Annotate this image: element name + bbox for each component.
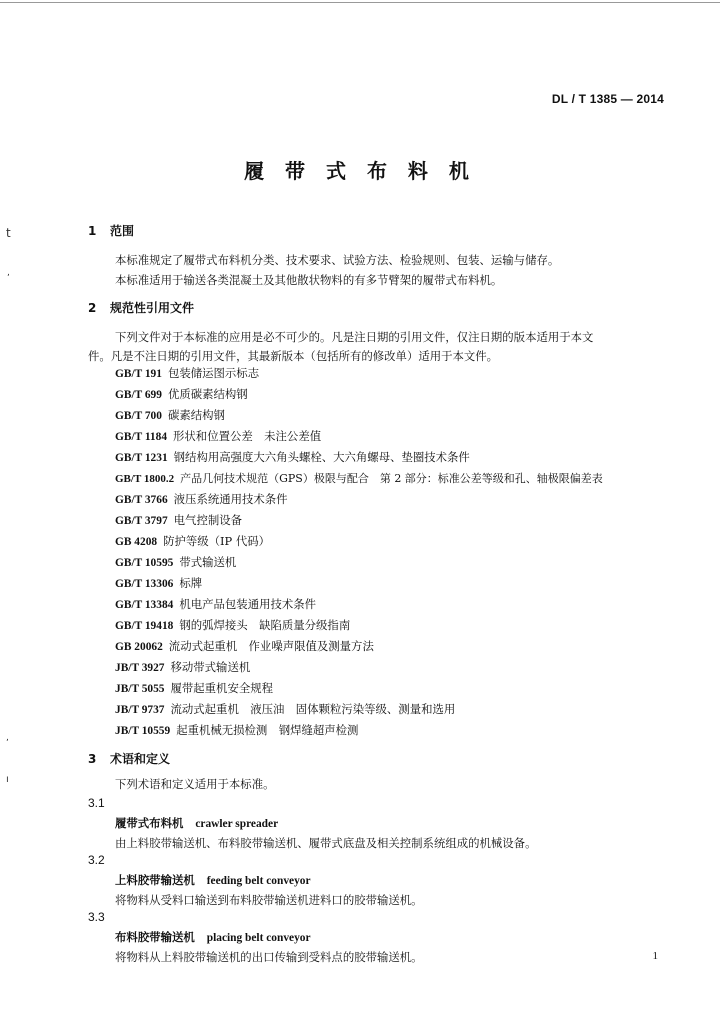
reference-item <box>115 575 202 591</box>
reference-name: 防护等级（IP 代码） <box>163 534 271 548</box>
reference-code: GB/T 3797 <box>115 515 168 527</box>
term-name-en: crawler spreader <box>195 818 279 830</box>
term-name-en: placing belt conveyor <box>206 932 311 944</box>
reference-code: JB/T 10559 <box>115 725 171 737</box>
standard-number: DL / T 1385 — 2014 <box>551 92 664 106</box>
reference-name: 流动式起重机 作业噪声限值及测量方法 <box>168 639 374 653</box>
reference-name: 机电产品包装通用技术条件 <box>179 597 317 611</box>
reference-name: 钢的弧焊接头 缺陷质量分级指南 <box>179 618 351 632</box>
reference-code: GB 20062 <box>115 641 163 653</box>
reference-item <box>115 428 321 444</box>
reference-item <box>115 407 225 423</box>
reference-name: 液压系统通用技术条件 <box>173 492 288 506</box>
reference-item <box>115 659 250 675</box>
reference-code: JB/T 9737 <box>115 704 165 716</box>
section-title: 术语和定义 <box>110 752 171 766</box>
reference-name: 产品几何技术规范（GPS）极限与配合 第 2 部分：标准公差等级和孔、轴极限偏差表 <box>180 472 603 485</box>
reference-code: GB/T 191 <box>115 368 162 380</box>
reference-item <box>115 533 270 549</box>
margin-mark: t <box>6 226 11 240</box>
reference-name: 流动式起重机 液压油 固体颗粒污染等级、测量和选用 <box>170 702 456 716</box>
paragraph: 下列术语和定义适用于本标准。 <box>115 777 275 791</box>
term-heading <box>115 872 311 888</box>
reference-item <box>115 554 236 570</box>
section-heading-references <box>88 299 194 316</box>
section-heading-scope <box>88 222 134 239</box>
term-definition: 将物料从受料口输送到布料胶带输送机进料口的胶带输送机。 <box>115 893 423 907</box>
reference-code: GB 4208 <box>115 536 158 548</box>
section-title: 范围 <box>110 224 135 238</box>
section-number: 1 <box>88 224 97 238</box>
reference-item <box>115 680 273 696</box>
paragraph: 本标准规定了履带式布料机分类、技术要求、试验方法、检验规则、包装、运输与储存。 <box>115 253 560 267</box>
reference-code: GB/T 1800.2 <box>115 473 175 485</box>
reference-code: GB/T 1184 <box>115 431 168 443</box>
paragraph: 下列文件对于本标准的应用是必不可少的。凡是注日期的引用文件，仅注日期的版本适用于本文 <box>115 330 594 344</box>
reference-code: GB/T 13384 <box>115 599 174 611</box>
reference-name: 标牌 <box>179 576 203 590</box>
margin-mark: , <box>7 268 10 278</box>
margin-mark: , <box>6 733 9 743</box>
section-title: 规范性引用文件 <box>110 301 195 315</box>
reference-code: GB/T 699 <box>115 389 162 401</box>
reference-name: 形状和位置公差 未注公差值 <box>173 429 322 443</box>
page-number: 1 <box>652 950 658 962</box>
reference-code: JB/T 5055 <box>115 683 165 695</box>
term-name-cn: 布料胶带输送机 <box>115 930 195 944</box>
reference-name: 包装储运图示标志 <box>167 366 260 380</box>
term-definition: 由上料胶带输送机、布料胶带输送机、履带式底盘及相关控制系统组成的机械设备。 <box>115 836 537 850</box>
document-title: 履 带 式 布 料 机 <box>244 159 476 183</box>
term-heading <box>115 815 278 831</box>
term-definition: 将物料从上料胶带输送机的出口传输到受料点的胶带输送机。 <box>115 950 423 964</box>
paragraph: 本标准适用于输送各类混凝土及其他散状物料的有多节臂架的履带式布料机。 <box>115 273 503 287</box>
reference-code: GB/T 700 <box>115 410 162 422</box>
reference-item <box>115 638 374 654</box>
reference-name: 移动带式输送机 <box>170 660 251 674</box>
paragraph: 件。凡是不注日期的引用文件，其最新版本（包括所有的修改单）适用于本文件。 <box>88 349 499 363</box>
reference-name: 电气控制设备 <box>173 513 243 527</box>
reference-name: 起重机械无损检测 钢焊缝超声检测 <box>176 723 359 737</box>
reference-code: GB/T 13306 <box>115 578 174 590</box>
reference-item <box>115 386 248 402</box>
reference-name: 碳素结构钢 <box>167 408 225 422</box>
reference-item <box>115 365 259 381</box>
reference-item <box>115 701 455 717</box>
section-heading-terms <box>88 750 170 767</box>
margin-mark: ı <box>6 774 9 785</box>
section-number: 2 <box>88 301 97 315</box>
term-number: 3.1 <box>88 796 105 810</box>
reference-name: 优质碳素结构钢 <box>167 387 248 401</box>
reference-item <box>115 596 316 612</box>
reference-item <box>115 512 242 528</box>
reference-code: GB/T 1231 <box>115 452 168 464</box>
reference-item <box>115 449 470 465</box>
reference-code: JB/T 3927 <box>115 662 165 674</box>
reference-name: 履带起重机安全规程 <box>170 681 274 695</box>
reference-code: GB/T 19418 <box>115 620 174 632</box>
reference-item <box>115 470 603 486</box>
term-number: 3.3 <box>88 910 105 924</box>
term-heading <box>115 929 311 945</box>
term-name-cn: 履带式布料机 <box>115 816 184 830</box>
term-number: 3.2 <box>88 853 105 867</box>
term-name-cn: 上料胶带输送机 <box>115 873 195 887</box>
reference-code: GB/T 10595 <box>115 557 174 569</box>
reference-item <box>115 722 358 738</box>
reference-code: GB/T 3766 <box>115 494 168 506</box>
reference-item <box>115 491 288 507</box>
reference-name: 带式输送机 <box>179 555 237 569</box>
section-number: 3 <box>88 752 97 766</box>
reference-item <box>115 617 350 633</box>
reference-name: 钢结构用高强度大六角头螺栓、大六角螺母、垫圈技术条件 <box>173 450 470 464</box>
term-name-en: feeding belt conveyor <box>206 875 311 887</box>
top-rule <box>0 2 720 3</box>
